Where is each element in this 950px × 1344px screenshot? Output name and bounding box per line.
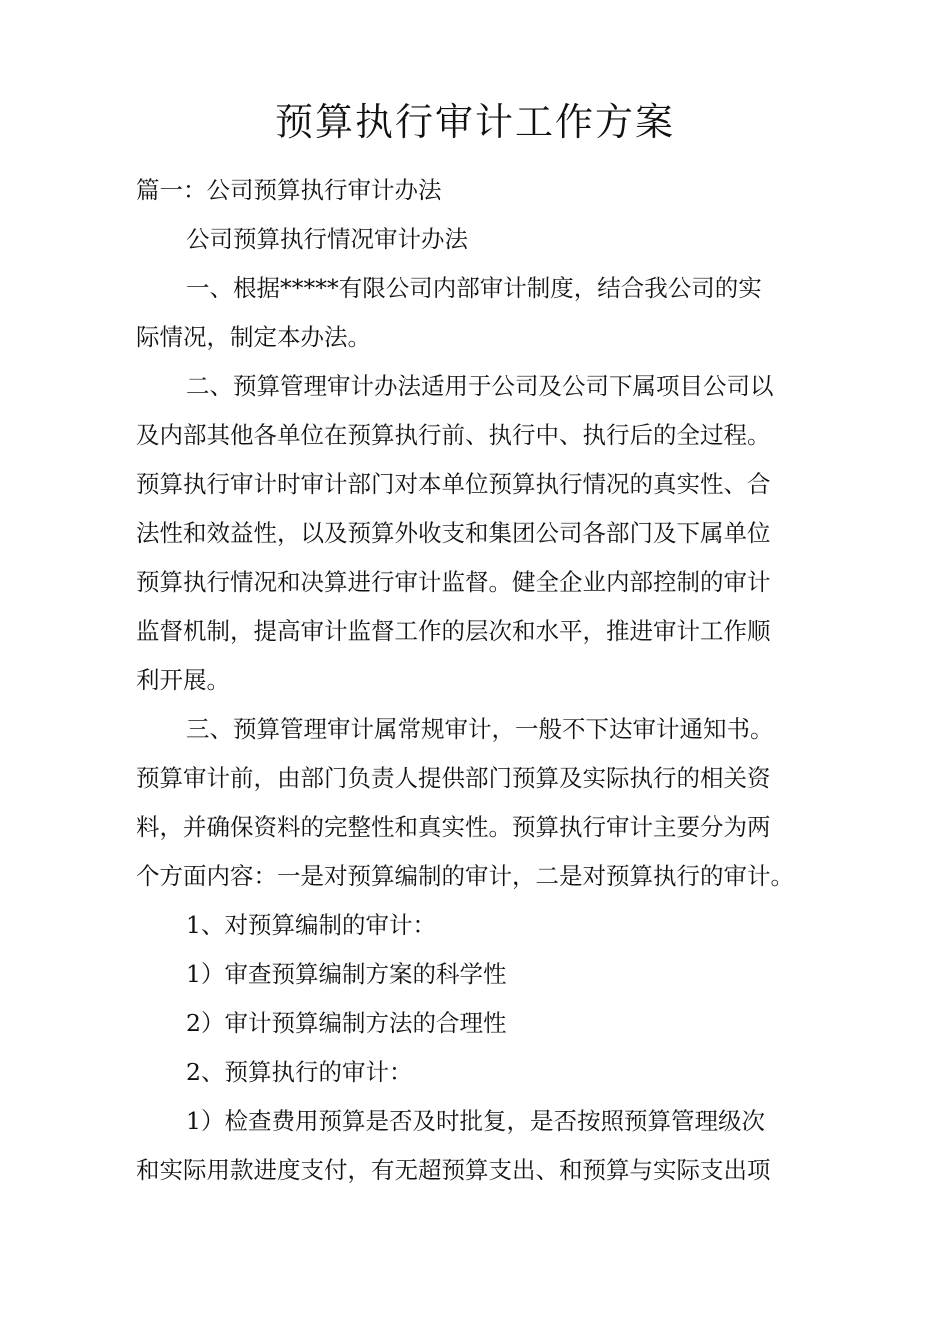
paragraph-line: 监督机制，提高审计监督工作的层次和水平，推进审计工作顺 [136,617,771,645]
document-body [136,166,836,1195]
list-item: 和实际用款进度支付，有无超预算支出、和预算与实际支出项 [136,1156,771,1184]
paragraph-line: 一、根据*****有限公司内部审计制度，结合我公司的实 [186,274,762,302]
paragraph-line: 及内部其他各单位在预算执行前、执行中、执行后的全过程。 [136,421,771,449]
paragraph-line: 二、预算管理审计办法适用于公司及公司下属项目公司以 [186,372,774,400]
section-heading: 篇一：公司预算执行审计办法 [136,176,442,204]
list-item: 1）审查预算编制方案的科学性 [186,960,507,988]
paragraph-line: 预算执行审计时审计部门对本单位预算执行情况的真实性、合 [136,470,771,498]
document-title: 预算执行审计工作方案 [274,100,675,144]
paragraph-line: 三、预算管理审计属常规审计，一般不下达审计通知书。 [186,715,774,743]
paragraph-line: 利开展。 [136,666,230,694]
paragraph-line: 预算审计前，由部门负责人提供部门预算及实际执行的相关资 [136,764,771,792]
paragraph-line: 料，并确保资料的完整性和真实性。预算执行审计主要分为两 [136,813,771,841]
list-heading: 2、预算执行的审计： [186,1058,413,1086]
paragraph-line: 个方面内容：一是对预算编制的审计，二是对预算执行的审计。 [136,862,794,890]
paragraph-line: 法性和效益性，以及预算外收支和集团公司各部门及下属单位 [136,519,771,547]
subsection-title: 公司预算执行情况审计办法 [186,225,468,253]
paragraph-line: 际情况，制定本办法。 [136,323,371,351]
list-item: 1）检查费用预算是否及时批复，是否按照预算管理级次 [186,1107,765,1135]
list-item: 2）审计预算编制方法的合理性 [186,1009,507,1037]
paragraph-line: 预算执行情况和决算进行审计监督。健全企业内部控制的审计 [136,568,771,596]
list-heading: 1、对预算编制的审计： [186,911,436,939]
